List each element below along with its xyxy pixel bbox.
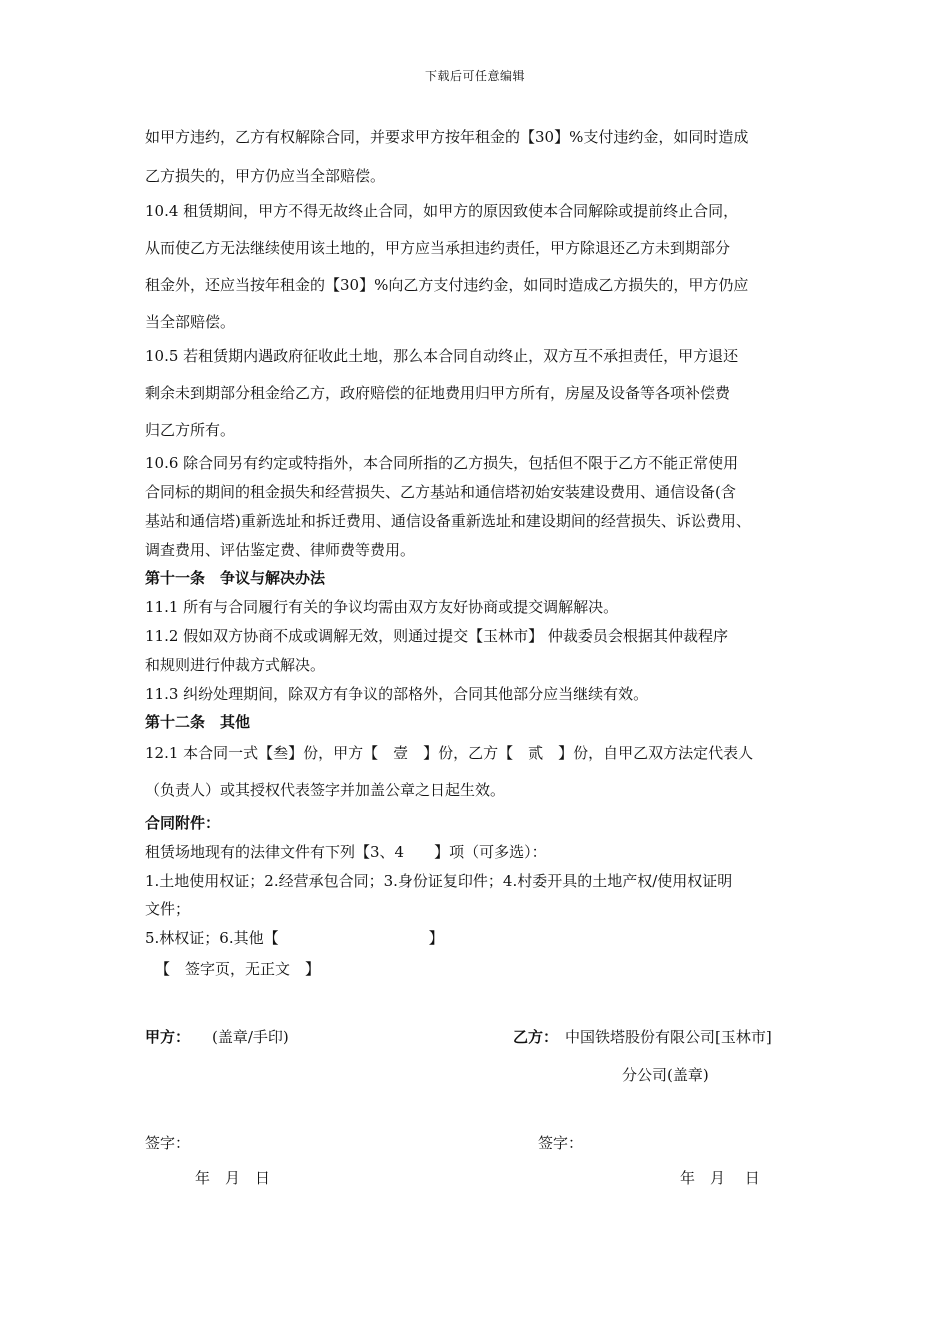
body-line: 11.2 假如双方协商不成或调解无效，则通过提交【玉林市】 仲裁委员会根据其仲裁程序 <box>145 627 728 645</box>
section-heading: 第十二条 其他 <box>145 713 251 731</box>
signature-label-a: 签字： <box>145 1134 191 1152</box>
body-line: 文件； <box>145 900 191 918</box>
date-b: 年 月 日 <box>680 1169 760 1187</box>
body-line: （负责人）或其授权代表签字并加盖公章之日起生效。 <box>145 781 506 799</box>
date-a: 年 月 日 <box>195 1169 271 1187</box>
body-line: 基站和通信塔)重新选址和拆迁费用、通信设备重新选址和建设期间的经营损失、诉讼费用、 <box>145 512 751 530</box>
signature-label-b: 签字： <box>538 1134 584 1152</box>
body-line: 10.6 除合同另有约定或特指外，本合同所指的乙方损失，包括但不限于乙方不能正常使用 <box>145 454 739 472</box>
party-b-name: 中国铁塔股份有限公司[玉林市] <box>565 1028 772 1046</box>
body-line: 合同标的期间的租金损失和经营损失、乙方基站和通信塔初始安装建设费用、通信设备(含 <box>145 483 736 501</box>
body-line: 10.4 租赁期间，甲方不得无故终止合同，如甲方的原因致使本合同解除或提前终止合同， <box>145 202 739 220</box>
body-line: 10.5 若租赁期内遇政府征收此土地，那么本合同自动终止，双方互不承担责任，甲方退还 <box>145 347 739 365</box>
body-line: 11.3 纠纷处理期间，除双方有争议的部格外，合同其他部分应当继续有效。 <box>145 685 649 703</box>
party-b-label: 乙方： <box>513 1028 559 1046</box>
header-note: 下载后可任意编辑 <box>424 69 525 83</box>
body-line: 12.1 本合同一式【叁】份，甲方【 壹 】份，乙方【 贰 】份，自甲乙双方法定代表人 <box>145 744 754 762</box>
body-line: 调查费用、评估鉴定费、律师费等费用。 <box>145 541 416 559</box>
body-line: 5.林权证；6.其他【 】 <box>145 929 444 947</box>
body-line: 和规则进行仲裁方式解决。 <box>145 656 326 674</box>
body-line: 归乙方所有。 <box>145 421 236 439</box>
signature-page-note: 【 签字页，无正文 】 <box>155 960 321 978</box>
body-line: 剩余未到期部分租金给乙方，政府赔偿的征地费用归甲方所有，房屋及设备等各项补偿费 <box>145 384 731 402</box>
body-line: 租金外，还应当按年租金的【30】%向乙方支付违约金，如同时造成乙方损失的，甲方仍应 <box>145 276 749 294</box>
attachment-heading: 合同附件： <box>145 814 221 832</box>
body-line: 从而使乙方无法继续使用该土地的，甲方应当承担违约责任，甲方除退还乙方未到期部分 <box>145 239 731 257</box>
body-line: 租赁场地现有的法律文件有下列【3、4 】项（可多选）： <box>145 843 547 861</box>
body-line: 乙方损失的，甲方仍应当全部赔偿。 <box>145 167 386 185</box>
body-line: 当全部赔偿。 <box>145 313 236 331</box>
party-a-label: 甲方： <box>145 1028 191 1046</box>
body-line: 11.1 所有与合同履行有关的争议均需由双方友好协商或提交调解解决。 <box>145 598 619 616</box>
section-heading: 第十一条 争议与解决办法 <box>145 569 326 587</box>
body-line: 如甲方违约，乙方有权解除合同，并要求甲方按年租金的【30】%支付违约金，如同时造成 <box>145 128 749 146</box>
party-a-seal: (盖章/手印) <box>212 1028 289 1046</box>
party-b-branch: 分公司(盖章) <box>622 1066 709 1084</box>
body-line: 1.土地使用权证；2.经营承包合同；3.身份证复印件；4.村委开具的土地产权/使用权证明 <box>145 872 733 890</box>
